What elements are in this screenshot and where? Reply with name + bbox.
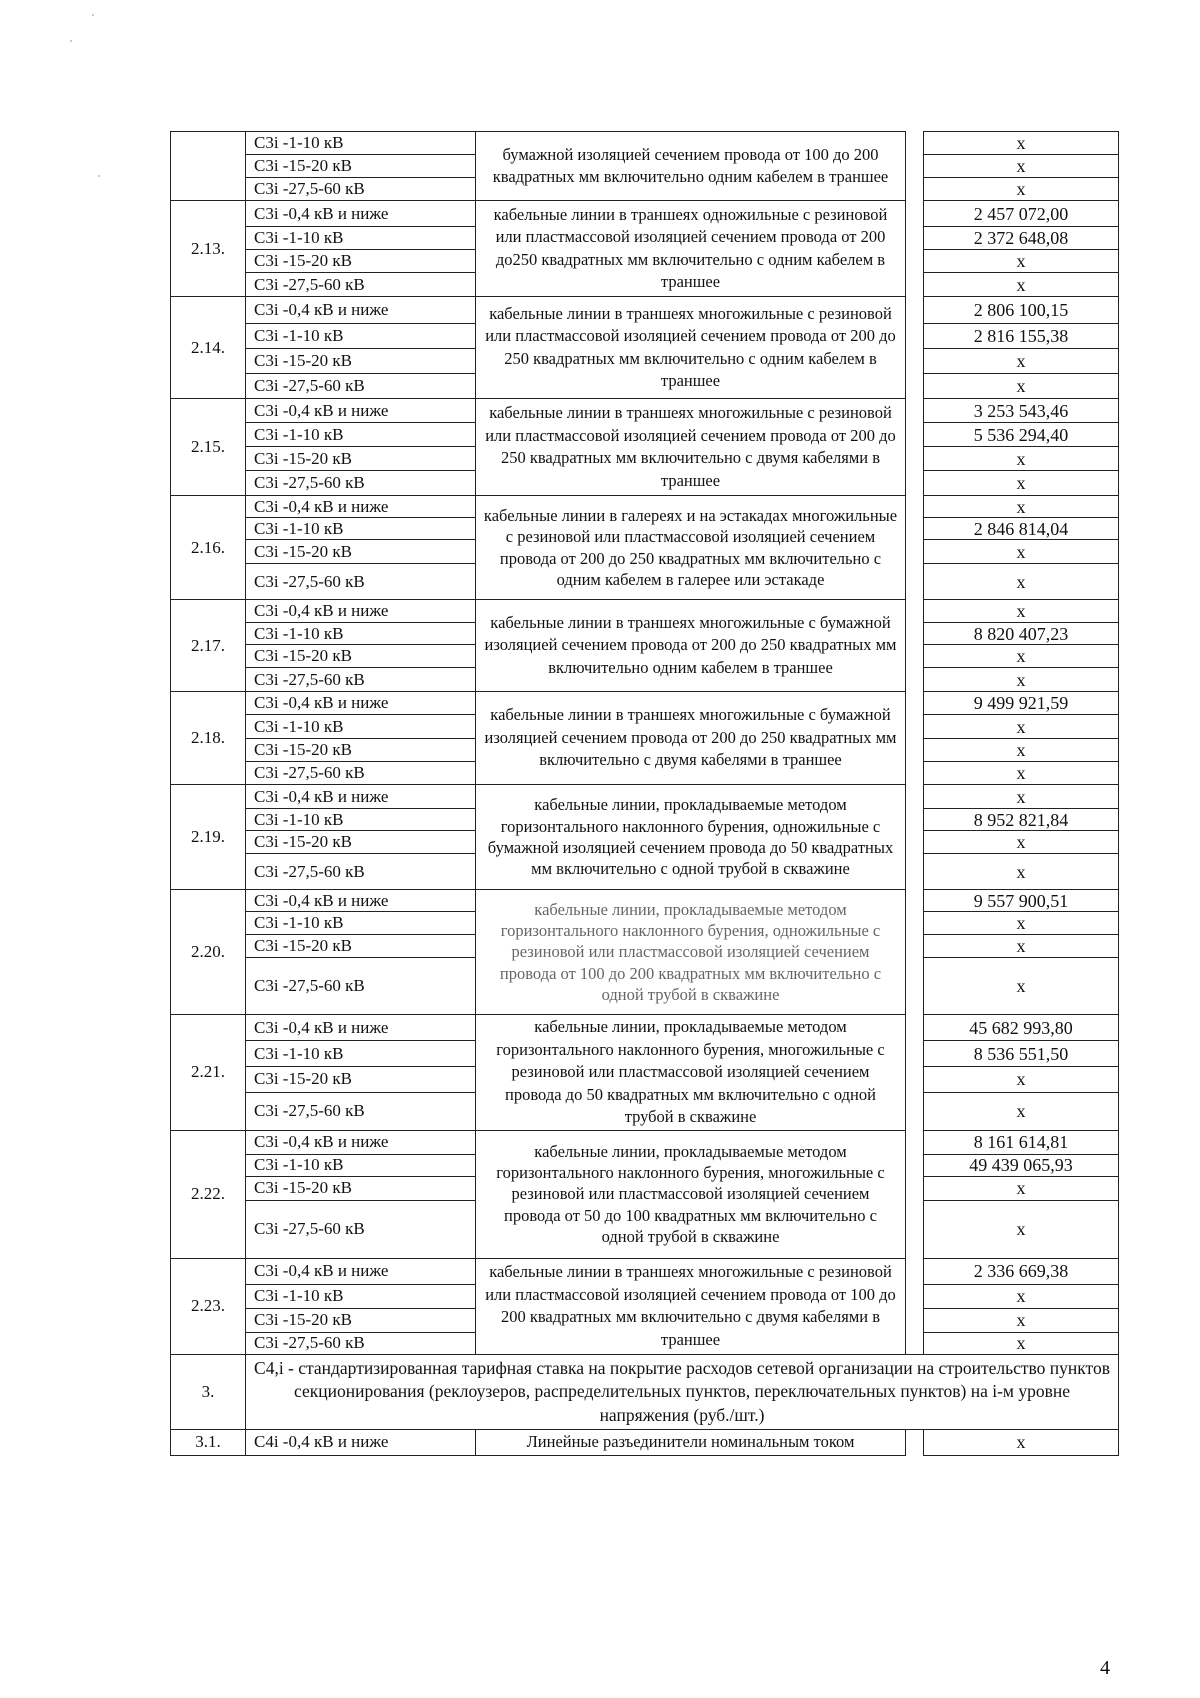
- rate-value: х: [924, 496, 1119, 518]
- voltage-level: С3i -1-10 кВ: [246, 227, 476, 250]
- column-gap: [906, 762, 924, 785]
- voltage-level: С3i -0,4 кВ и ниже: [246, 297, 476, 324]
- rate-value: х: [924, 854, 1119, 890]
- column-gap: [906, 785, 924, 809]
- column-gap: [906, 809, 924, 831]
- item-number: 3.1.: [171, 1430, 246, 1456]
- table-row: [171, 132, 1119, 155]
- scan-speck: [98, 175, 100, 177]
- column-gap: [906, 1332, 924, 1354]
- rate-value: 8 161 614,81: [924, 1130, 1119, 1154]
- rate-value: х: [924, 564, 1119, 600]
- column-gap: [906, 715, 924, 739]
- table-row: [171, 1015, 1119, 1041]
- voltage-level: С3i -15-20 кВ: [246, 250, 476, 273]
- tariff-table-page: [170, 131, 1118, 1456]
- line-description: бумажной изоляцией сечением провода от 100 до 200 квадратных мм включительно одним кабелем в траншее: [476, 132, 906, 201]
- column-gap: [906, 447, 924, 471]
- line-description: кабельные линии, прокладываемые методом горизонтального наклонного бурения, одножильные с резиновой или пластмассовой изоляцией сечением провода от 100 до 200 квадратных мм включительно с одной трубой в скважине: [476, 890, 906, 1015]
- rate-value: 2 372 648,08: [924, 227, 1119, 250]
- column-gap: [906, 890, 924, 912]
- column-gap: [906, 273, 924, 297]
- rate-value: х: [924, 1066, 1119, 1092]
- column-gap: [906, 423, 924, 447]
- rate-value: х: [924, 1176, 1119, 1200]
- rate-value: 8 820 407,23: [924, 623, 1119, 645]
- line-description: кабельные линии, прокладываемые методом горизонтального наклонного бурения, многожильные с резиновой или пластмассовой изоляцией сечением провода от 50 до 100 квадратных мм включительно с одной трубой в скважине: [476, 1130, 906, 1258]
- rate-value: 2 457 072,00: [924, 201, 1119, 227]
- item-number: 2.14.: [171, 297, 246, 399]
- item-number: 2.17.: [171, 600, 246, 692]
- column-gap: [906, 1200, 924, 1258]
- rate-value: 9 557 900,51: [924, 890, 1119, 912]
- table-row: [171, 1430, 1119, 1456]
- column-gap: [906, 324, 924, 349]
- rate-value: х: [924, 540, 1119, 564]
- item-number: [171, 132, 246, 201]
- rate-value: х: [924, 273, 1119, 297]
- column-gap: [906, 178, 924, 201]
- line-description: Линейные разъединители номинальным током: [476, 1430, 906, 1456]
- tariff-table-body: [171, 132, 1119, 1456]
- voltage-level: С3i -15-20 кВ: [246, 739, 476, 762]
- voltage-level: С3i -1-10 кВ: [246, 623, 476, 645]
- column-gap: [906, 155, 924, 178]
- table-row: [171, 1258, 1119, 1284]
- rate-value: х: [924, 958, 1119, 1015]
- column-gap: [906, 912, 924, 935]
- rate-value: 2 816 155,38: [924, 324, 1119, 349]
- voltage-level: С3i -27,5-60 кВ: [246, 1200, 476, 1258]
- column-gap: [906, 958, 924, 1015]
- voltage-level: С3i -1-10 кВ: [246, 1041, 476, 1066]
- voltage-level: С3i -27,5-60 кВ: [246, 854, 476, 890]
- section-heading: С4,i - стандартизированная тарифная ставка на покрытие расходов сетевой организации на строительство пунктов секционирования (реклоузеров, распределительных пунктов, переключательных пунктов) на i-м уровне напряжения (руб./шт.): [246, 1354, 1119, 1430]
- item-number: 2.19.: [171, 785, 246, 890]
- voltage-level: С3i -27,5-60 кВ: [246, 564, 476, 600]
- column-gap: [906, 374, 924, 399]
- column-gap: [906, 564, 924, 600]
- voltage-level: С4i -0,4 кВ и ниже: [246, 1430, 476, 1456]
- item-number: 2.13.: [171, 201, 246, 297]
- column-gap: [906, 1066, 924, 1092]
- voltage-level: С3i -1-10 кВ: [246, 809, 476, 831]
- rate-value: 2 336 669,38: [924, 1258, 1119, 1284]
- scan-speck: [92, 14, 94, 16]
- line-description: кабельные линии в траншеях одножильные с резиновой или пластмассовой изоляцией сечением провода от 200 до250 квадратных мм включительно с одним кабелем в траншее: [476, 201, 906, 297]
- table-row: [171, 399, 1119, 423]
- line-description: кабельные линии в траншеях многожильные с резиновой или пластмассовой изоляцией сечением провода от 200 до 250 квадратных мм включительно с одним кабелем в траншее: [476, 297, 906, 399]
- rate-value: х: [924, 668, 1119, 692]
- rate-value: 8 536 551,50: [924, 1041, 1119, 1066]
- column-gap: [906, 496, 924, 518]
- voltage-level: С3i -27,5-60 кВ: [246, 471, 476, 496]
- rate-value: х: [924, 715, 1119, 739]
- rate-value: 49 439 065,93: [924, 1154, 1119, 1176]
- column-gap: [906, 739, 924, 762]
- column-gap: [906, 668, 924, 692]
- voltage-level: С3i -1-10 кВ: [246, 518, 476, 540]
- voltage-level: С3i -27,5-60 кВ: [246, 668, 476, 692]
- voltage-level: С3i -0,4 кВ и ниже: [246, 201, 476, 227]
- voltage-level: С3i -15-20 кВ: [246, 935, 476, 958]
- voltage-level: С3i -1-10 кВ: [246, 132, 476, 155]
- column-gap: [906, 227, 924, 250]
- rate-value: х: [924, 645, 1119, 668]
- column-gap: [906, 1130, 924, 1154]
- rate-value: х: [924, 1430, 1119, 1456]
- rate-value: х: [924, 1284, 1119, 1308]
- voltage-level: С3i -0,4 кВ и ниже: [246, 600, 476, 623]
- voltage-level: С3i -1-10 кВ: [246, 423, 476, 447]
- voltage-level: С3i -0,4 кВ и ниже: [246, 1130, 476, 1154]
- rate-value: х: [924, 1093, 1119, 1130]
- column-gap: [906, 1154, 924, 1176]
- rate-value: 45 682 993,80: [924, 1015, 1119, 1041]
- voltage-level: С3i -0,4 кВ и ниже: [246, 890, 476, 912]
- line-description: кабельные линии, прокладываемые методом горизонтального наклонного бурения, многожильные с резиновой или пластмассовой изоляцией сечением провода до 50 квадратных мм включительно с одной трубой в скважине: [476, 1015, 906, 1131]
- column-gap: [906, 600, 924, 623]
- rate-value: 8 952 821,84: [924, 809, 1119, 831]
- voltage-level: С3i -0,4 кВ и ниже: [246, 785, 476, 809]
- rate-value: 9 499 921,59: [924, 692, 1119, 715]
- column-gap: [906, 518, 924, 540]
- rate-value: х: [924, 785, 1119, 809]
- item-number: 2.22.: [171, 1130, 246, 1258]
- rate-value: 3 253 543,46: [924, 399, 1119, 423]
- voltage-level: С3i -15-20 кВ: [246, 540, 476, 564]
- column-gap: [906, 1093, 924, 1130]
- line-description: кабельные линии в траншеях многожильные с бумажной изоляцией сечением провода от 200 до 250 квадратных мм включительно с двумя кабелями в траншее: [476, 692, 906, 785]
- table-row: [171, 1130, 1119, 1154]
- rate-value: х: [924, 471, 1119, 496]
- voltage-level: С3i -0,4 кВ и ниже: [246, 1258, 476, 1284]
- voltage-level: С3i -15-20 кВ: [246, 1308, 476, 1332]
- column-gap: [906, 297, 924, 324]
- voltage-level: С3i -15-20 кВ: [246, 831, 476, 854]
- column-gap: [906, 831, 924, 854]
- column-gap: [906, 1308, 924, 1332]
- rate-value: х: [924, 600, 1119, 623]
- column-gap: [906, 854, 924, 890]
- tariff-table: [170, 131, 1119, 1456]
- item-number: 2.21.: [171, 1015, 246, 1131]
- column-gap: [906, 645, 924, 668]
- rate-value: х: [924, 935, 1119, 958]
- section-number: 3.: [171, 1354, 246, 1430]
- voltage-level: С3i -27,5-60 кВ: [246, 1093, 476, 1130]
- voltage-level: С3i -15-20 кВ: [246, 1066, 476, 1092]
- voltage-level: С3i -1-10 кВ: [246, 1284, 476, 1308]
- rate-value: х: [924, 739, 1119, 762]
- column-gap: [906, 935, 924, 958]
- voltage-level: С3i -15-20 кВ: [246, 447, 476, 471]
- scan-speck: [70, 40, 72, 42]
- rate-value: х: [924, 349, 1119, 374]
- rate-value: 2 846 814,04: [924, 518, 1119, 540]
- column-gap: [906, 1284, 924, 1308]
- voltage-level: С3i -27,5-60 кВ: [246, 1332, 476, 1354]
- table-row: [171, 600, 1119, 623]
- rate-value: х: [924, 1200, 1119, 1258]
- rate-value: х: [924, 1332, 1119, 1354]
- line-description: кабельные линии, прокладываемые методом горизонтального наклонного бурения, одножильные с бумажной изоляцией сечением провода до 50 квадратных мм включительно с одной трубой в скважине: [476, 785, 906, 890]
- table-row: [171, 890, 1119, 912]
- column-gap: [906, 1015, 924, 1041]
- voltage-level: С3i -1-10 кВ: [246, 715, 476, 739]
- voltage-level: С3i -0,4 кВ и ниже: [246, 1015, 476, 1041]
- table-row: [171, 496, 1119, 518]
- line-description: кабельные линии в траншеях многожильные с резиновой или пластмассовой изоляцией сечением провода от 100 до 200 квадратных мм включительно с двумя кабелями в траншее: [476, 1258, 906, 1354]
- voltage-level: С3i -15-20 кВ: [246, 349, 476, 374]
- table-row: [171, 201, 1119, 227]
- column-gap: [906, 132, 924, 155]
- item-number: 2.15.: [171, 399, 246, 496]
- rate-value: х: [924, 447, 1119, 471]
- voltage-level: С3i -1-10 кВ: [246, 1154, 476, 1176]
- voltage-level: С3i -0,4 кВ и ниже: [246, 496, 476, 518]
- item-number: 2.16.: [171, 496, 246, 600]
- column-gap: [906, 1258, 924, 1284]
- table-row: [171, 692, 1119, 715]
- voltage-level: С3i -1-10 кВ: [246, 912, 476, 935]
- rate-value: х: [924, 155, 1119, 178]
- item-number: 2.20.: [171, 890, 246, 1015]
- table-row: [171, 297, 1119, 324]
- rate-value: х: [924, 1308, 1119, 1332]
- item-number: 2.18.: [171, 692, 246, 785]
- voltage-level: С3i -27,5-60 кВ: [246, 374, 476, 399]
- rate-value: 5 536 294,40: [924, 423, 1119, 447]
- voltage-level: С3i -0,4 кВ и ниже: [246, 399, 476, 423]
- line-description: кабельные линии в галереях и на эстакадах многожильные с резиновой или пластмассовой изоляцией сечением провода от 200 до 250 квадратных мм включительно с одним кабелем в галерее или эстакаде: [476, 496, 906, 600]
- line-description: кабельные линии в траншеях многожильные с бумажной изоляцией сечением провода от 200 до 250 квадратных мм включительно одним кабелем в траншее: [476, 600, 906, 692]
- column-gap: [906, 201, 924, 227]
- voltage-level: С3i -27,5-60 кВ: [246, 762, 476, 785]
- item-number: 2.23.: [171, 1258, 246, 1354]
- line-description: кабельные линии в траншеях многожильные с резиновой или пластмассовой изоляцией сечением провода от 200 до 250 квадратных мм включительно с двумя кабелями в траншее: [476, 399, 906, 496]
- column-gap: [906, 540, 924, 564]
- column-gap: [906, 692, 924, 715]
- rate-value: х: [924, 374, 1119, 399]
- rate-value: 2 806 100,15: [924, 297, 1119, 324]
- voltage-level: С3i -27,5-60 кВ: [246, 958, 476, 1015]
- rate-value: х: [924, 912, 1119, 935]
- section-header-row: [171, 1354, 1119, 1430]
- rate-value: х: [924, 250, 1119, 273]
- column-gap: [906, 250, 924, 273]
- column-gap: [906, 623, 924, 645]
- voltage-level: С3i -15-20 кВ: [246, 645, 476, 668]
- table-row: [171, 785, 1119, 809]
- voltage-level: С3i -27,5-60 кВ: [246, 178, 476, 201]
- voltage-level: С3i -15-20 кВ: [246, 1176, 476, 1200]
- rate-value: х: [924, 132, 1119, 155]
- voltage-level: С3i -0,4 кВ и ниже: [246, 692, 476, 715]
- voltage-level: С3i -15-20 кВ: [246, 155, 476, 178]
- column-gap: [906, 471, 924, 496]
- rate-value: х: [924, 178, 1119, 201]
- rate-value: х: [924, 831, 1119, 854]
- column-gap: [906, 349, 924, 374]
- column-gap: [906, 1041, 924, 1066]
- voltage-level: С3i -27,5-60 кВ: [246, 273, 476, 297]
- rate-value: х: [924, 762, 1119, 785]
- column-gap: [906, 1430, 924, 1456]
- page-number: 4: [1100, 1657, 1110, 1679]
- column-gap: [906, 1176, 924, 1200]
- voltage-level: С3i -1-10 кВ: [246, 324, 476, 349]
- column-gap: [906, 399, 924, 423]
